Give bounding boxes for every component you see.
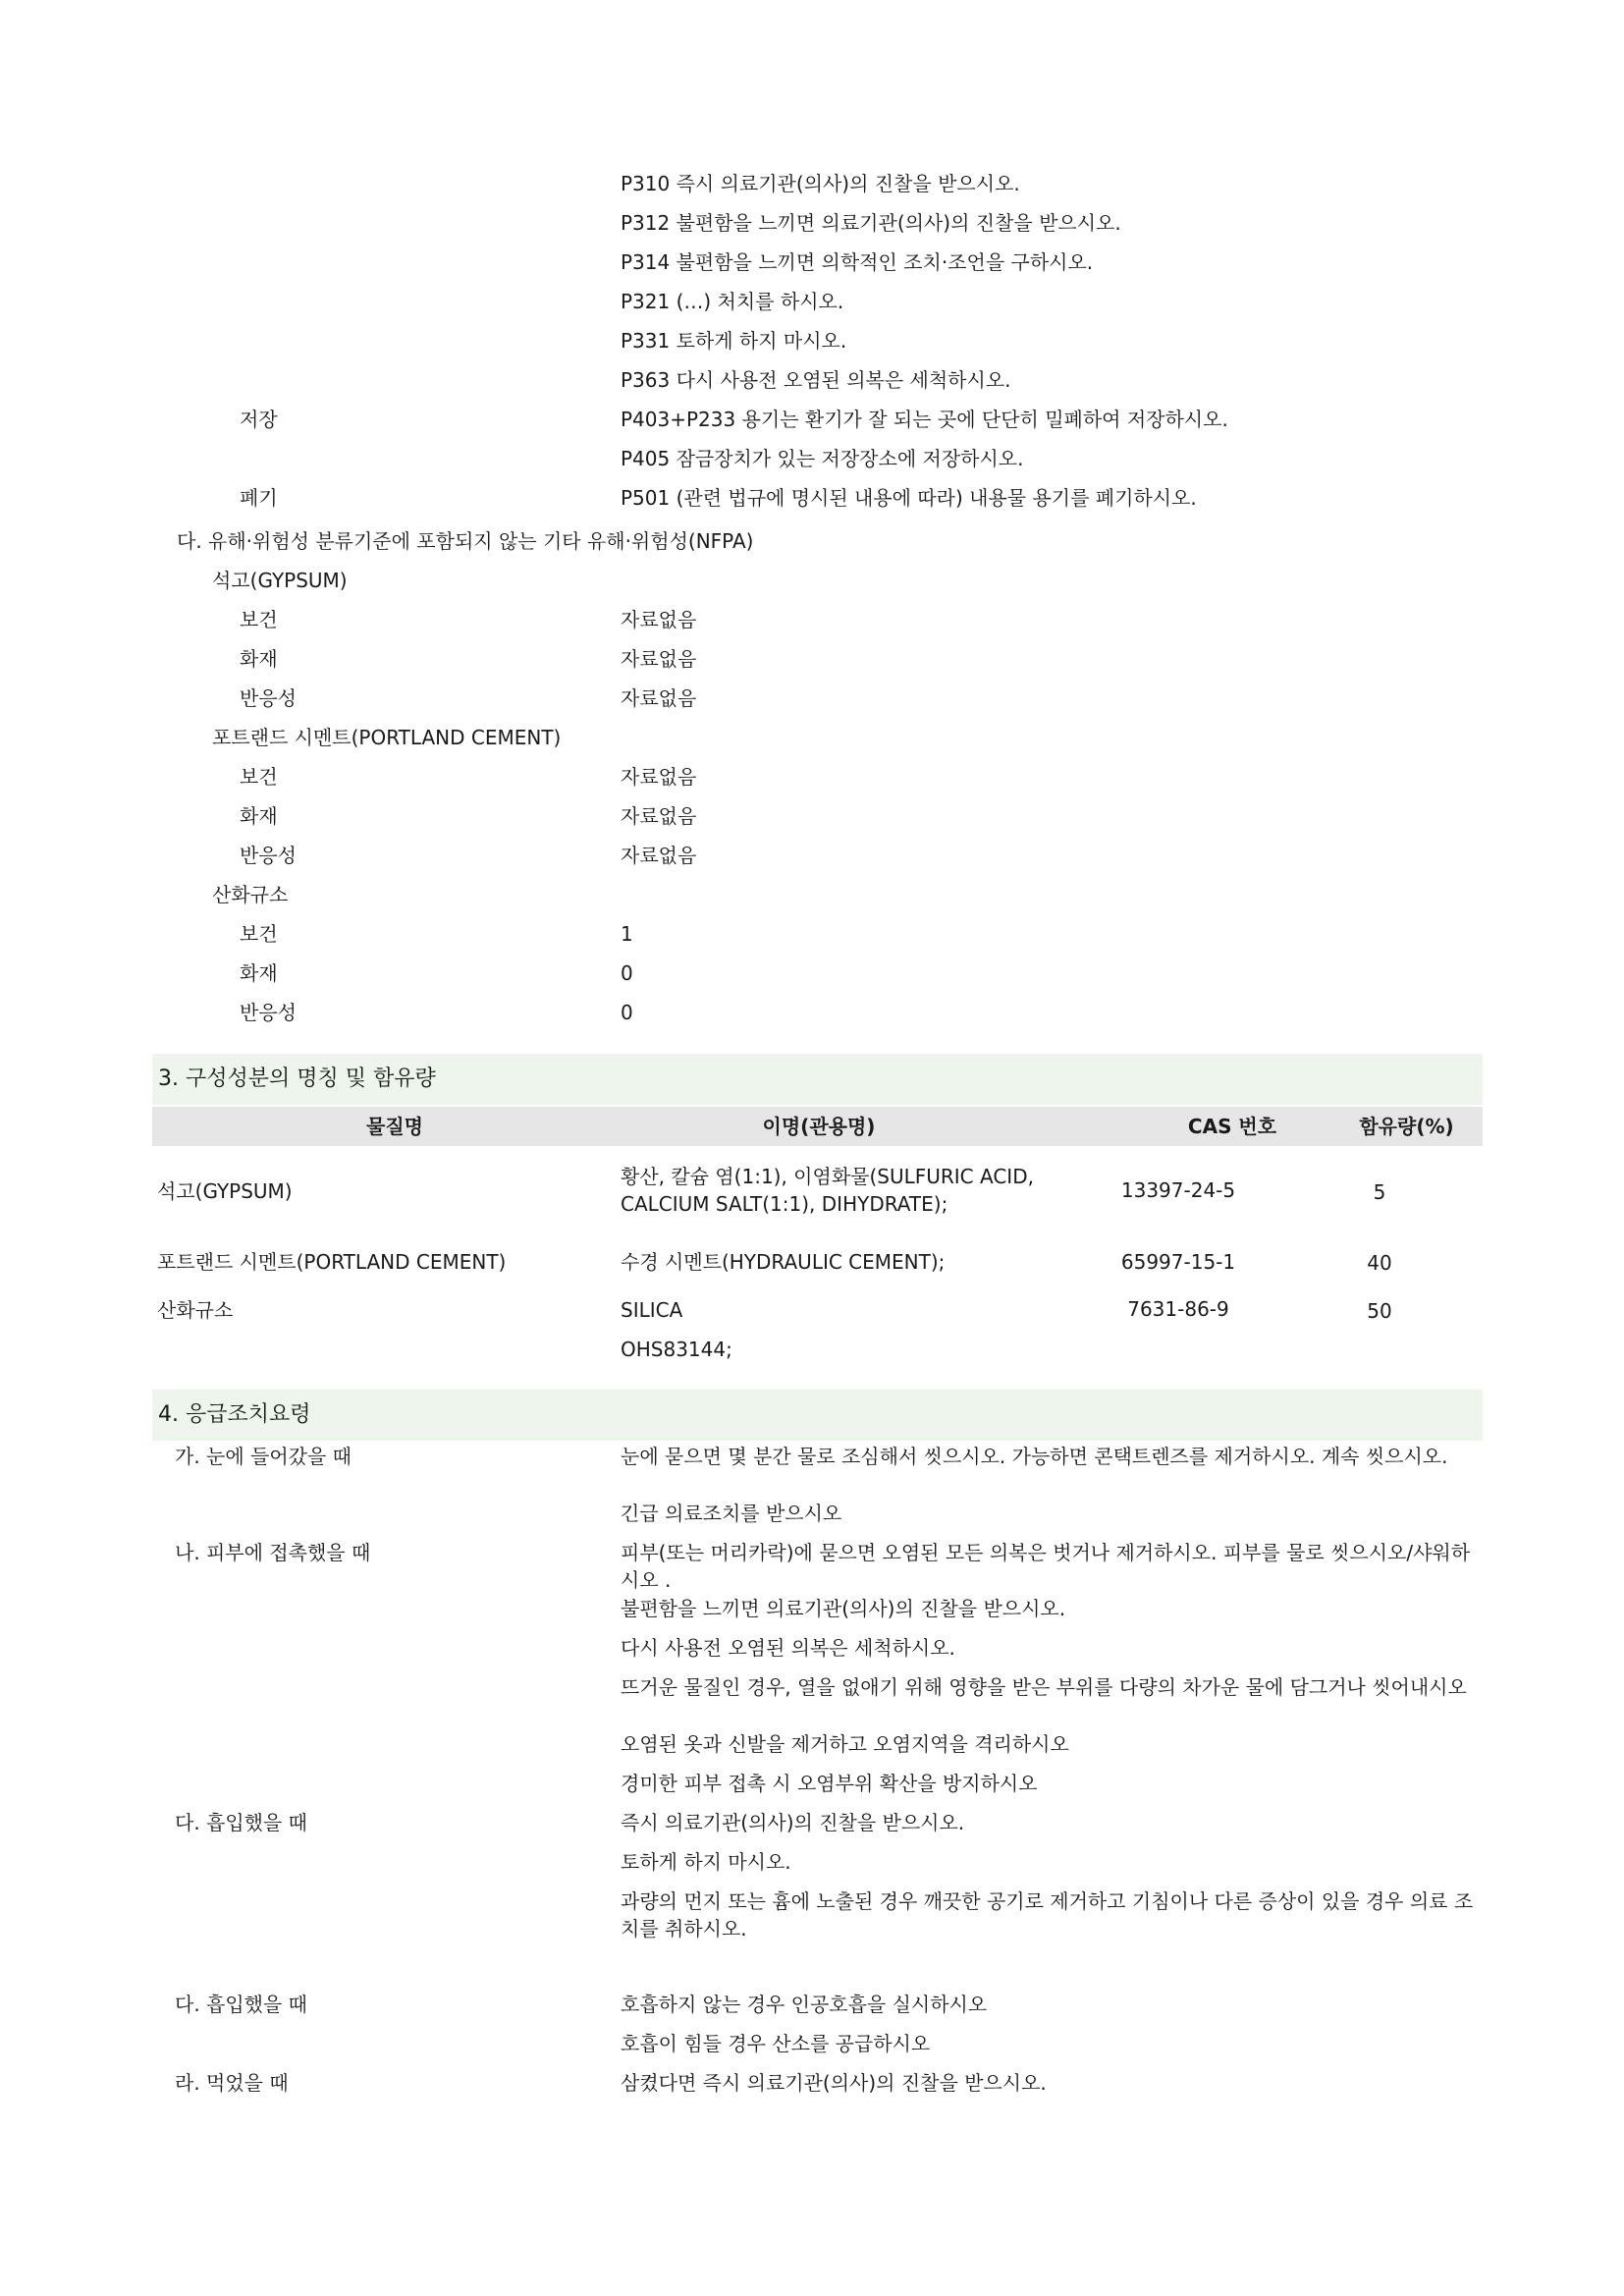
nfpa-row: 화재 자료없음 bbox=[240, 804, 697, 828]
first-aid-text: 호흡하지 않는 경우 인공호흡을 실시하시오 bbox=[621, 1993, 988, 2016]
nfpa-row: 반응성 0 bbox=[240, 1001, 633, 1024]
header-cas: CAS 번호 bbox=[1187, 1115, 1277, 1138]
composition-table-header bbox=[152, 1107, 1483, 1146]
p-statement: P363 다시 사용전 오염된 의복은 세척하시오. bbox=[621, 368, 1011, 392]
first-aid-text: 토하게 하지 마시오. bbox=[621, 1850, 791, 1874]
first-aid-text: 즉시 의료기관(의사)의 진찰을 받으시오. bbox=[621, 1811, 965, 1834]
nfpa-row: 반응성 자료없음 bbox=[240, 844, 697, 867]
first-aid-label: 나. 피부에 접촉했을 때 bbox=[175, 1541, 371, 1564]
header-content: 함유량(%) bbox=[1359, 1115, 1454, 1138]
disposal-row bbox=[0, 482, 1624, 514]
first-aid-text: 호흡이 힘들 경우 산소를 공급하시오 bbox=[621, 2032, 931, 2055]
nfpa-substance-name: 석고(GYPSUM) bbox=[212, 569, 348, 592]
disposal-label: 폐기 bbox=[240, 486, 278, 510]
storage-statement: P403+P233 용기는 환기가 잘 되는 곳에 단단히 밀폐하여 저장하시오. bbox=[621, 408, 1228, 431]
p-statement: P331 토하게 하지 마시오. bbox=[621, 329, 847, 353]
first-aid-text: 다시 사용전 오염된 의복은 세척하시오. bbox=[621, 1636, 955, 1660]
storage-row bbox=[0, 443, 1624, 474]
first-aid-text: 긴급 의료조치를 받으시오 bbox=[621, 1502, 842, 1525]
nfpa-substance-name: 산화규소 bbox=[212, 883, 289, 906]
first-aid-text: 피부(또는 머리카락)에 묻으면 오염된 모든 의복은 벗거나 제거하시오. 피부를 물로 씻으시오/샤워하시오 . bbox=[621, 1541, 1471, 1592]
nfpa-substance-name: 포트랜드 시멘트(PORTLAND CEMENT) bbox=[212, 726, 562, 749]
first-aid-text: 삼켰다면 즉시 의료기관(의사)의 진찰을 받으시오. bbox=[621, 2071, 1047, 2095]
nfpa-row: 반응성 자료없음 bbox=[240, 686, 697, 710]
first-aid-text: 과량의 먼지 또는 흄에 노출된 경우 깨끗한 공기로 제거하고 기침이나 다른 증상이 있을 경우 의료 조치를 취하시오. bbox=[621, 1889, 1474, 1941]
nfpa-row: 보건 자료없음 bbox=[240, 608, 697, 631]
p-statement: P321 (…) 처치를 하시오. bbox=[621, 290, 844, 313]
storage-label: 저장 bbox=[240, 408, 278, 431]
first-aid-text: 오염된 옷과 신발을 제거하고 오염지역을 격리하시오 bbox=[621, 1732, 1069, 1756]
header-substance: 물질명 bbox=[366, 1115, 423, 1138]
first-aid-label: 다. 흡입했을 때 bbox=[175, 1993, 307, 2016]
first-aid-text: 경미한 피부 접촉 시 오염부위 확산을 방지하시오 bbox=[621, 1772, 1038, 1795]
nfpa-row: 화재 0 bbox=[240, 961, 633, 985]
storage-statement: P405 잠금장치가 있는 저장장소에 저장하시오. bbox=[621, 447, 1024, 470]
header-alias: 이명(관용명) bbox=[762, 1115, 876, 1138]
first-aid-text: 눈에 묻으면 몇 분간 물로 조심해서 씻으시오. 가능하면 콘택트렌즈를 제거하시오. 계속 씻으시오. bbox=[621, 1445, 1448, 1468]
nfpa-row: 보건 1 bbox=[240, 922, 633, 946]
section3-title: 3. 구성성분의 명칭 및 함유량 bbox=[152, 1054, 1483, 1105]
nfpa-row: 보건 자료없음 bbox=[240, 765, 697, 789]
nfpa-row: 화재 자료없음 bbox=[240, 647, 697, 671]
first-aid-text: 뜨거운 물질인 경우, 열을 없애기 위해 영향을 받은 부위를 다량의 차가운 물에 담그거나 씻어내시오 bbox=[621, 1675, 1467, 1699]
p-statement: P312 불편함을 느끼면 의료기관(의사)의 진찰을 받으시오. bbox=[621, 211, 1121, 235]
disposal-statement: P501 (관련 법규에 명시된 내용에 따라) 내용물 용기를 폐기하시오. bbox=[621, 486, 1197, 510]
p-statement: P314 불편함을 느끼면 의학적인 조치·조언을 구하시오. bbox=[621, 250, 1094, 274]
storage-row bbox=[0, 404, 1624, 435]
first-aid-label: 가. 눈에 들어갔을 때 bbox=[175, 1445, 352, 1468]
p-statement: P310 즉시 의료기관(의사)의 진찰을 받으시오. bbox=[621, 172, 1020, 195]
section4-title: 4. 응급조치요령 bbox=[152, 1390, 1483, 1441]
first-aid-label: 다. 흡입했을 때 bbox=[175, 1811, 307, 1834]
first-aid-text: 불편함을 느끼면 의료기관(의사)의 진찰을 받으시오. bbox=[621, 1597, 1066, 1620]
nfpa-heading: 다. 유해·위험성 분류기준에 포함되지 않는 기타 유해·위험성(NFPA) bbox=[177, 529, 754, 553]
first-aid-label: 라. 먹었을 때 bbox=[175, 2071, 289, 2095]
